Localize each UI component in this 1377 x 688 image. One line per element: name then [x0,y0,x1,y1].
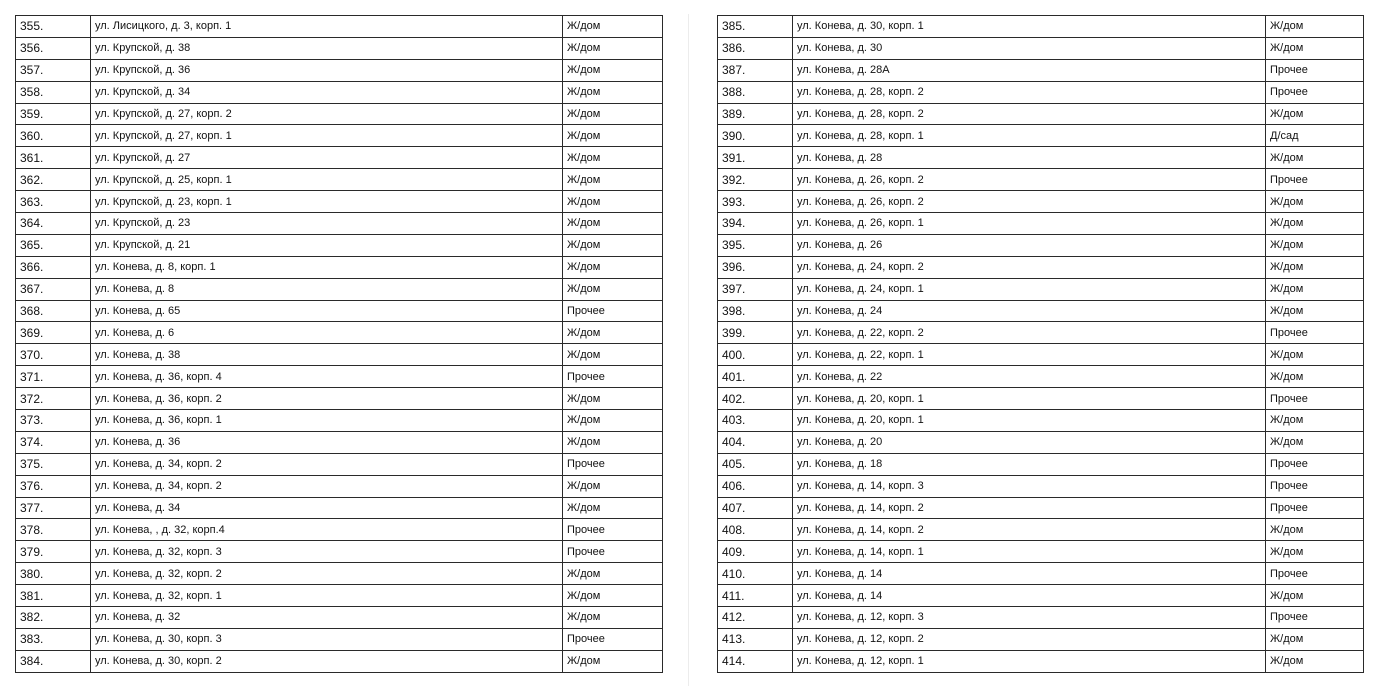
object-type-cell: Ж/дом [1266,541,1364,563]
object-type-cell: Ж/дом [1266,103,1364,125]
address-cell: ул. Конева, д. 28, корп. 2 [793,103,1266,125]
table-row [718,300,1364,322]
table-row [718,59,1364,81]
object-type-cell: Ж/дом [1266,366,1364,388]
row-number: 366. [16,256,91,278]
address-cell: ул. Конева, д. 38 [91,344,563,366]
address-cell: ул. Конева, д. 20 [793,431,1266,453]
table-row [718,475,1364,497]
table-row [16,59,663,81]
address-cell: ул. Конева, д. 22 [793,366,1266,388]
address-cell: ул. Конева, д. 34, корп. 2 [91,453,563,475]
object-type-cell: Прочее [563,519,663,541]
object-type-cell: Прочее [1266,475,1364,497]
object-type-cell: Прочее [1266,81,1364,103]
address-cell: ул. Лисицкого, д. 3, корп. 1 [91,16,563,38]
table-row [718,431,1364,453]
object-type-cell: Ж/дом [563,410,663,432]
table-row [16,213,663,235]
row-number: 356. [16,37,91,59]
row-number: 362. [16,169,91,191]
object-type-cell: Ж/дом [563,191,663,213]
address-cell: ул. Крупской, д. 27 [91,147,563,169]
object-type-cell: Ж/дом [1266,213,1364,235]
address-cell: ул. Крупской, д. 38 [91,37,563,59]
address-cell: ул. Конева, д. 26, корп. 2 [793,191,1266,213]
object-type-cell: Прочее [563,541,663,563]
object-type-cell: Прочее [563,366,663,388]
object-type-cell: Прочее [1266,497,1364,519]
address-cell: ул. Конева, д. 14, корп. 2 [793,497,1266,519]
address-cell: ул. Конева, д. 6 [91,322,563,344]
table-row [718,169,1364,191]
address-cell: ул. Конева, д. 32 [91,607,563,629]
page-divider [688,14,689,686]
object-type-cell: Прочее [1266,59,1364,81]
table-row [16,16,663,38]
table-row [16,344,663,366]
object-type-cell: Прочее [1266,322,1364,344]
row-number: 355. [16,16,91,38]
address-cell: ул. Конева, д. 14, корп. 1 [793,541,1266,563]
address-cell: ул. Конева, д. 22, корп. 1 [793,344,1266,366]
address-cell: ул. Конева, д. 26 [793,234,1266,256]
address-cell: ул. Конева, д. 30, корп. 2 [91,650,563,672]
address-cell: ул. Крупской, д. 34 [91,81,563,103]
object-type-cell: Ж/дом [1266,191,1364,213]
object-type-cell: Ж/дом [1266,278,1364,300]
row-number: 405. [718,453,793,475]
table-row [718,16,1364,38]
row-number: 412. [718,607,793,629]
object-type-cell: Ж/дом [563,125,663,147]
row-number: 402. [718,388,793,410]
object-type-cell: Ж/дом [563,103,663,125]
address-cell: ул. Крупской, д. 27, корп. 1 [91,125,563,147]
address-cell: ул. Крупской, д. 25, корп. 1 [91,169,563,191]
row-number: 408. [718,519,793,541]
address-cell: ул. Конева, д. 26, корп. 1 [793,213,1266,235]
table-row [718,541,1364,563]
row-number: 375. [16,453,91,475]
row-number: 382. [16,607,91,629]
object-type-cell: Ж/дом [1266,16,1364,38]
address-cell: ул. Конева, , д. 32, корп.4 [91,519,563,541]
address-cell: ул. Конева, д. 32, корп. 2 [91,563,563,585]
table-row [16,103,663,125]
object-type-cell: Ж/дом [563,563,663,585]
address-cell: ул. Конева, д. 30, корп. 3 [91,628,563,650]
address-cell: ул. Конева, д. 18 [793,453,1266,475]
address-cell: ул. Конева, д. 20, корп. 1 [793,388,1266,410]
row-number: 398. [718,300,793,322]
object-type-cell: Ж/дом [563,278,663,300]
row-number: 411. [718,585,793,607]
address-cell: ул. Крупской, д. 36 [91,59,563,81]
address-table-right-body [718,16,1364,673]
address-cell: ул. Конева, д. 34, корп. 2 [91,475,563,497]
object-type-cell: Ж/дом [563,16,663,38]
address-cell: ул. Конева, д. 32, корп. 1 [91,585,563,607]
table-row [718,607,1364,629]
row-number: 414. [718,650,793,672]
table-row [16,278,663,300]
object-type-cell: Ж/дом [1266,37,1364,59]
row-number: 386. [718,37,793,59]
address-cell: ул. Конева, д. 20, корп. 1 [793,410,1266,432]
table-row [16,81,663,103]
address-cell: ул. Крупской, д. 27, корп. 2 [91,103,563,125]
row-number: 388. [718,81,793,103]
table-row [718,585,1364,607]
table-row [16,322,663,344]
row-number: 372. [16,388,91,410]
object-type-cell: Ж/дом [563,169,663,191]
table-row [718,519,1364,541]
table-row [718,410,1364,432]
table-row [16,497,663,519]
row-number: 407. [718,497,793,519]
table-row [16,431,663,453]
row-number: 384. [16,650,91,672]
table-row [718,388,1364,410]
row-number: 367. [16,278,91,300]
object-type-cell: Ж/дом [563,344,663,366]
row-number: 370. [16,344,91,366]
row-number: 385. [718,16,793,38]
row-number: 410. [718,563,793,585]
object-type-cell: Ж/дом [563,37,663,59]
object-type-cell: Ж/дом [1266,256,1364,278]
object-type-cell: Ж/дом [563,497,663,519]
object-type-cell: Ж/дом [563,147,663,169]
table-row [16,628,663,650]
table-row [718,278,1364,300]
table-row [16,147,663,169]
object-type-cell: Прочее [563,628,663,650]
address-cell: ул. Конева, д. 14, корп. 2 [793,519,1266,541]
address-cell: ул. Конева, д. 36, корп. 4 [91,366,563,388]
address-cell: ул. Конева, д. 28, корп. 2 [793,81,1266,103]
row-number: 360. [16,125,91,147]
object-type-cell: Ж/дом [1266,519,1364,541]
row-number: 387. [718,59,793,81]
table-row [718,37,1364,59]
table-row [718,256,1364,278]
object-type-cell: Ж/дом [1266,344,1364,366]
table-row [718,191,1364,213]
row-number: 379. [16,541,91,563]
address-cell: ул. Крупской, д. 23 [91,213,563,235]
table-row [16,585,663,607]
address-cell: ул. Конева, д. 34 [91,497,563,519]
table-row [16,410,663,432]
table-row [16,563,663,585]
address-cell: ул. Конева, д. 30, корп. 1 [793,16,1266,38]
table-row [16,541,663,563]
row-number: 392. [718,169,793,191]
row-number: 371. [16,366,91,388]
row-number: 364. [16,213,91,235]
table-row [16,169,663,191]
table-row [16,366,663,388]
table-row [718,81,1364,103]
address-cell: ул. Конева, д. 8 [91,278,563,300]
address-cell: ул. Конева, д. 24, корп. 2 [793,256,1266,278]
table-row [718,213,1364,235]
address-cell: ул. Крупской, д. 21 [91,234,563,256]
address-cell: ул. Конева, д. 14, корп. 3 [793,475,1266,497]
row-number: 365. [16,234,91,256]
address-cell: ул. Конева, д. 12, корп. 3 [793,607,1266,629]
row-number: 359. [16,103,91,125]
object-type-cell: Ж/дом [563,431,663,453]
row-number: 391. [718,147,793,169]
table-row [718,563,1364,585]
object-type-cell: Ж/дом [1266,300,1364,322]
row-number: 396. [718,256,793,278]
table-row [16,125,663,147]
row-number: 378. [16,519,91,541]
address-table-left [15,15,663,673]
object-type-cell: Ж/дом [563,81,663,103]
object-type-cell: Ж/дом [563,585,663,607]
row-number: 357. [16,59,91,81]
object-type-cell: Ж/дом [1266,650,1364,672]
row-number: 373. [16,410,91,432]
address-cell: ул. Конева, д. 28А [793,59,1266,81]
table-row [718,147,1364,169]
row-number: 369. [16,322,91,344]
address-cell: ул. Конева, д. 32, корп. 3 [91,541,563,563]
object-type-cell: Прочее [1266,169,1364,191]
object-type-cell: Д/сад [1266,125,1364,147]
row-number: 390. [718,125,793,147]
address-cell: ул. Конева, д. 14 [793,563,1266,585]
table-row [718,125,1364,147]
row-number: 383. [16,628,91,650]
address-cell: ул. Конева, д. 8, корп. 1 [91,256,563,278]
address-cell: ул. Конева, д. 36, корп. 1 [91,410,563,432]
table-row [718,322,1364,344]
table-row [16,37,663,59]
object-type-cell: Прочее [1266,607,1364,629]
object-type-cell: Прочее [1266,388,1364,410]
table-row [16,475,663,497]
row-number: 394. [718,213,793,235]
row-number: 358. [16,81,91,103]
address-cell: ул. Конева, д. 14 [793,585,1266,607]
object-type-cell: Ж/дом [563,650,663,672]
object-type-cell: Ж/дом [563,607,663,629]
table-row [16,256,663,278]
object-type-cell: Ж/дом [563,213,663,235]
table-row [16,191,663,213]
table-row [718,234,1364,256]
row-number: 400. [718,344,793,366]
object-type-cell: Ж/дом [1266,234,1364,256]
object-type-cell: Ж/дом [1266,628,1364,650]
object-type-cell: Ж/дом [563,256,663,278]
address-table-left-body [16,16,663,673]
row-number: 399. [718,322,793,344]
table-row [16,650,663,672]
table-row [16,453,663,475]
address-cell: ул. Крупской, д. 23, корп. 1 [91,191,563,213]
row-number: 381. [16,585,91,607]
object-type-cell: Ж/дом [563,322,663,344]
address-cell: ул. Конева, д. 22, корп. 2 [793,322,1266,344]
row-number: 397. [718,278,793,300]
row-number: 361. [16,147,91,169]
object-type-cell: Ж/дом [1266,431,1364,453]
address-table-right [717,15,1364,673]
address-cell: ул. Конева, д. 28, корп. 1 [793,125,1266,147]
table-row [718,344,1364,366]
table-row [718,497,1364,519]
row-number: 409. [718,541,793,563]
object-type-cell: Ж/дом [563,388,663,410]
object-type-cell: Ж/дом [563,475,663,497]
row-number: 393. [718,191,793,213]
object-type-cell: Ж/дом [1266,410,1364,432]
row-number: 374. [16,431,91,453]
object-type-cell: Ж/дом [1266,585,1364,607]
table-row [718,453,1364,475]
address-cell: ул. Конева, д. 65 [91,300,563,322]
table-row [718,650,1364,672]
table-row [718,103,1364,125]
object-type-cell: Прочее [1266,453,1364,475]
object-type-cell: Ж/дом [563,234,663,256]
row-number: 395. [718,234,793,256]
object-type-cell: Прочее [563,300,663,322]
table-row [16,607,663,629]
table-row [16,234,663,256]
object-type-cell: Ж/дом [563,59,663,81]
object-type-cell: Ж/дом [1266,147,1364,169]
table-row [718,628,1364,650]
row-number: 368. [16,300,91,322]
table-row [718,366,1364,388]
row-number: 401. [718,366,793,388]
row-number: 389. [718,103,793,125]
row-number: 404. [718,431,793,453]
address-cell: ул. Конева, д. 36, корп. 2 [91,388,563,410]
address-cell: ул. Конева, д. 26, корп. 2 [793,169,1266,191]
row-number: 363. [16,191,91,213]
row-number: 406. [718,475,793,497]
address-cell: ул. Конева, д. 36 [91,431,563,453]
address-cell: ул. Конева, д. 12, корп. 1 [793,650,1266,672]
row-number: 380. [16,563,91,585]
address-cell: ул. Конева, д. 28 [793,147,1266,169]
address-cell: ул. Конева, д. 30 [793,37,1266,59]
table-row [16,519,663,541]
table-row [16,388,663,410]
address-cell: ул. Конева, д. 12, корп. 2 [793,628,1266,650]
address-cell: ул. Конева, д. 24 [793,300,1266,322]
row-number: 377. [16,497,91,519]
row-number: 413. [718,628,793,650]
object-type-cell: Прочее [563,453,663,475]
table-row [16,300,663,322]
row-number: 403. [718,410,793,432]
row-number: 376. [16,475,91,497]
object-type-cell: Прочее [1266,563,1364,585]
address-cell: ул. Конева, д. 24, корп. 1 [793,278,1266,300]
